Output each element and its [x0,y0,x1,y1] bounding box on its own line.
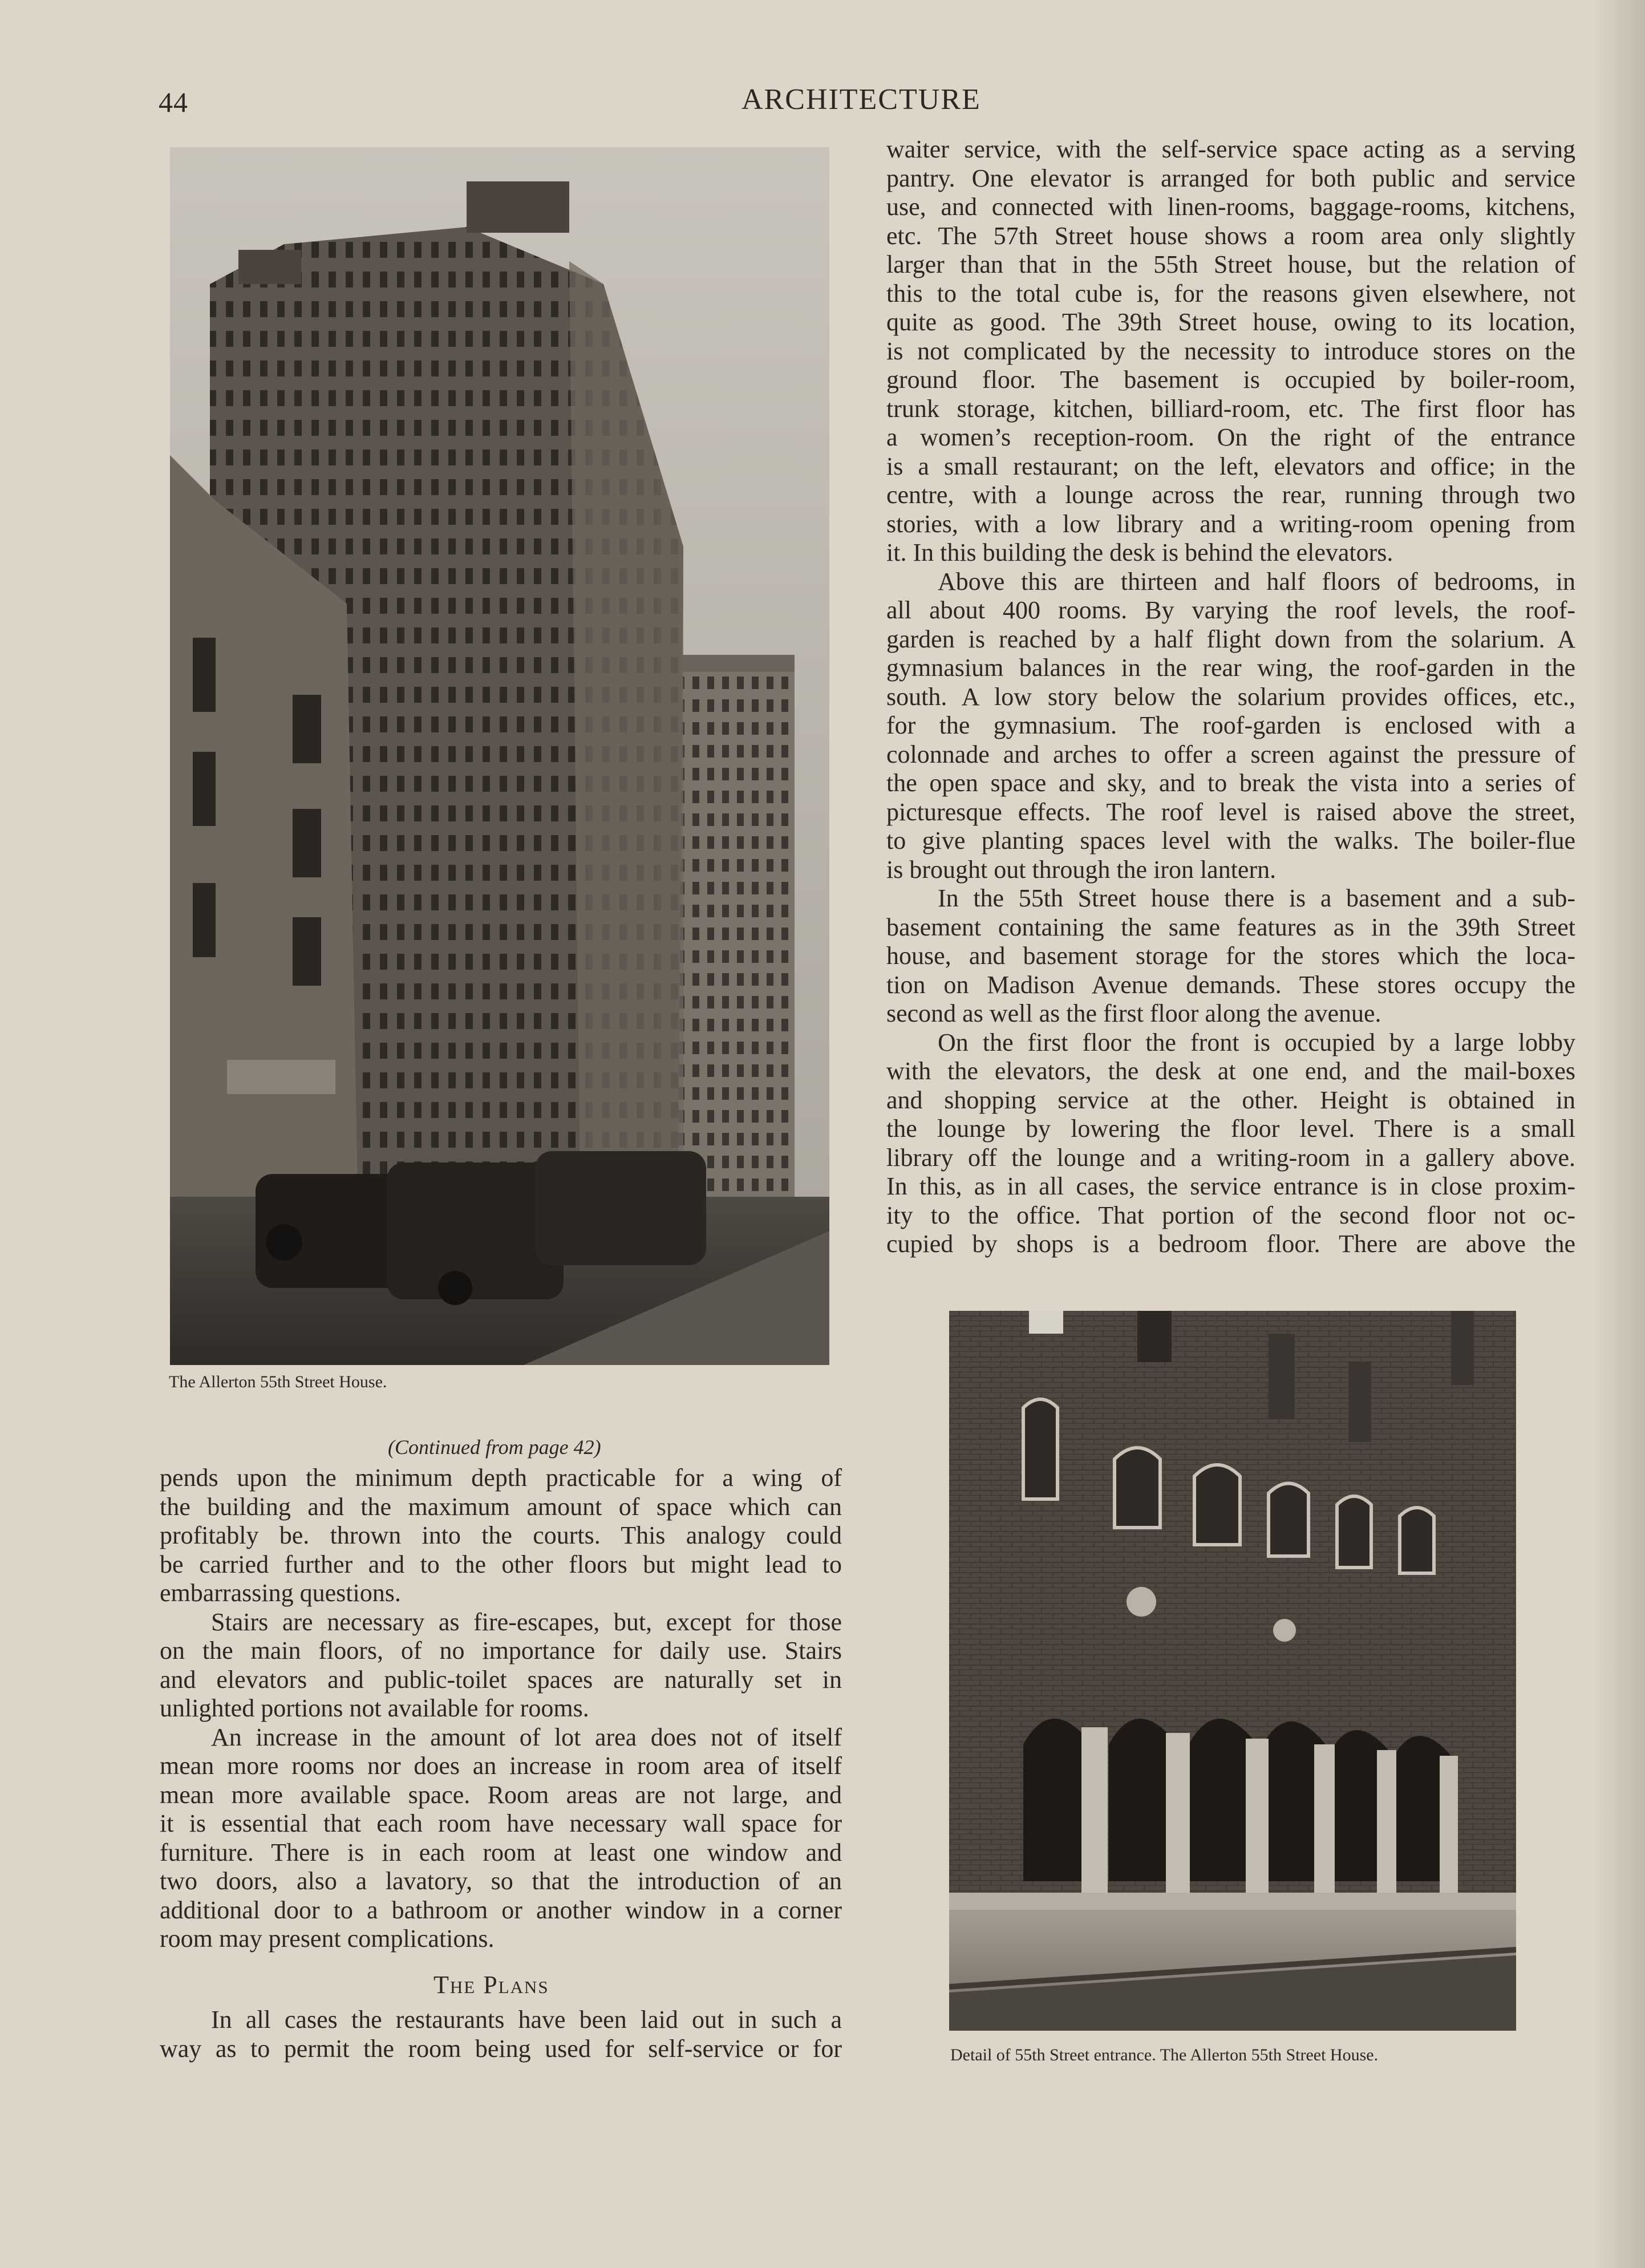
paragraph: Above this are thirteen and half floors of bedrooms, in all about 400 rooms. By varying the roof levels, the roof- garden is reached by a half flight down from the solarium. A gymnasium balances in the rear wing, the roof-garden in the south. A low story below the solarium provides offices, etc., for the gymnasium. The roof-garden is enclosed with a colonnade and arches to offer a screen against the pressure of the open space and sky, and to break the vista into a series of picturesque effects. The roof level is raised above the street, to give planting spaces level with the walks. The boiler-flue is brought out through the iron lantern. [886,567,1575,884]
entrance-photo-caption: Detail of 55th Street entrance. The Allerton 55th Street House. [950,2046,1379,2064]
entrance-photo [949,1311,1516,2031]
building-photo [170,147,829,1365]
paragraph: waiter service, with the self-service space acting as a serving pantry. One elevator is arranged for both public and service use, and connected with linen-rooms, baggage-rooms, kitchens, etc. The 57th Street house shows a room area only slightly larger than that in the 55th Street house, but the relation of this to the total cube is, for the reasons given elsewhere, not quite as good. The 39th Street house, owing to its location, is not complicated by the necessity to introduce stores on the ground floor. The basement is occupied by boiler-room, trunk storage, kitchen, billiard-room, etc. The first floor has a women’s reception-room. On the right of the entrance is a small restaurant; on the left, elevators and office; in the centre, with a lounge across the rear, running through two stories, with a low library and a writing-room opening from it. In this building the desk is behind the elevators. [886,135,1575,566]
paragraph: pends upon the minimum depth practicable for a wing of the building and the maximum amount of space which can profitably be. thrown into the courts. This analogy could be carried further and to the other floors but might lead to embarrassing questions. [160,1464,842,1607]
left-column-text [160,1464,842,1954]
paragraph: On the first floor the front is occupied by a large lobby with the elevators, the desk at one end, and the mail-boxes and shopping service at the other. Height is obtained in the lounge by lowering the floor level. There is a small library off the lounge and a writing-room in a gallery above. In this, as in all cases, the service entrance is in close proxim- ity to the office. That portion of the second floor not oc- cupied by shops is a bedroom floor. There are above the [886,1028,1575,1258]
page-edge-shadow [1594,0,1645,2268]
page-number: 44 [159,86,188,118]
section-heading: The Plans [433,1971,549,1999]
paragraph: In all cases the restaurants have been laid out in such a way as to permit the room being used for self-service or for [160,2006,842,2063]
building-photo-caption: The Allerton 55th Street House. [169,1372,387,1391]
right-column-text [886,135,1575,1259]
running-head: ARCHITECTURE [742,83,981,116]
paragraph: Stairs are necessary as fire-escapes, but, except for those on the main floors, of no importance for daily use. Stairs and elevators and public-toilet spaces are naturally set in unlighted portions not available for rooms. [160,1607,842,1722]
plans-paragraph [160,2006,842,2063]
continued-note: (Continued from page 42) [388,1436,601,1459]
paragraph: An increase in the amount of lot area does not of itself mean more rooms nor does an increase in room area of itself mean more available space. Room areas are not large, and it is essential that each room have necessary wall space for furniture. There is in each room at least one window and two doors, also a lavatory, so that the introduction of an additional door to a bathroom or another window in a corner room may present complications. [160,1723,842,1953]
paragraph: In the 55th Street house there is a basement and a sub- basement containing the same features as in the 39th Street house, and basement storage for the stores which the loca- tion on Madison Avenue demands. These stores occupy the second as well as the first floor along the avenue. [886,884,1575,1027]
